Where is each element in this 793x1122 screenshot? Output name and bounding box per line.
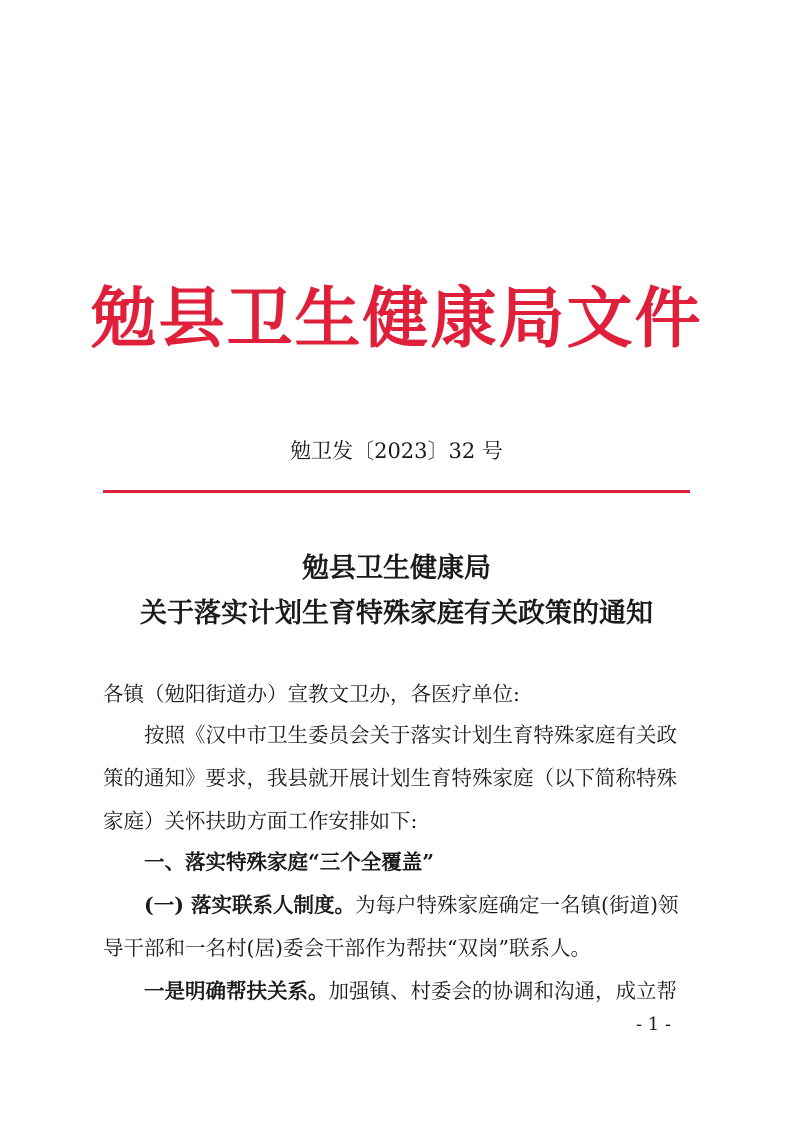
- document-number: 勉卫发〔2023〕32 号: [290, 439, 503, 463]
- subsection-1-text: 为每户特殊家庭确定一名镇(街道)领: [355, 893, 679, 917]
- notice-title-line-1: 勉县卫生健康局: [302, 553, 491, 584]
- subsection-1-lead: (一) 落实联系人制度。: [144, 893, 356, 917]
- subsection-1-line-2: 导干部和一名村(居)委会干部作为帮扶“双岗”联系人。: [103, 936, 591, 960]
- paragraph-1-line-2: 策的通知》要求，我县就开展计划生育特殊家庭（以下简称特殊: [103, 766, 677, 790]
- subsection-1-line-1: [144, 890, 679, 920]
- paragraph-1-line-1: 按照《汉中市卫生委员会关于落实计划生育特殊家庭有关政: [144, 723, 677, 747]
- paragraph-1-line-3: 家庭）关怀扶助方面工作安排如下:: [103, 809, 418, 833]
- item-1-text: 加强镇、村委会的协调和沟通，成立帮: [328, 979, 677, 1003]
- notice-title-line-2: 关于落实计划生育特殊家庭有关政策的通知: [140, 598, 653, 629]
- page-number: - 1 -: [636, 1014, 672, 1035]
- red-divider-rule: [103, 490, 690, 493]
- item-1-line-1: [144, 976, 677, 1006]
- section-1-heading: 一、落实特殊家庭“三个全覆盖”: [144, 850, 435, 874]
- masthead-title: 勉县卫生健康局文件: [90, 279, 703, 357]
- addressee-line: 各镇（勉阳街道办）宣教文卫办，各医疗单位:: [103, 682, 520, 706]
- item-1-lead: 一是明确帮扶关系。: [144, 979, 329, 1003]
